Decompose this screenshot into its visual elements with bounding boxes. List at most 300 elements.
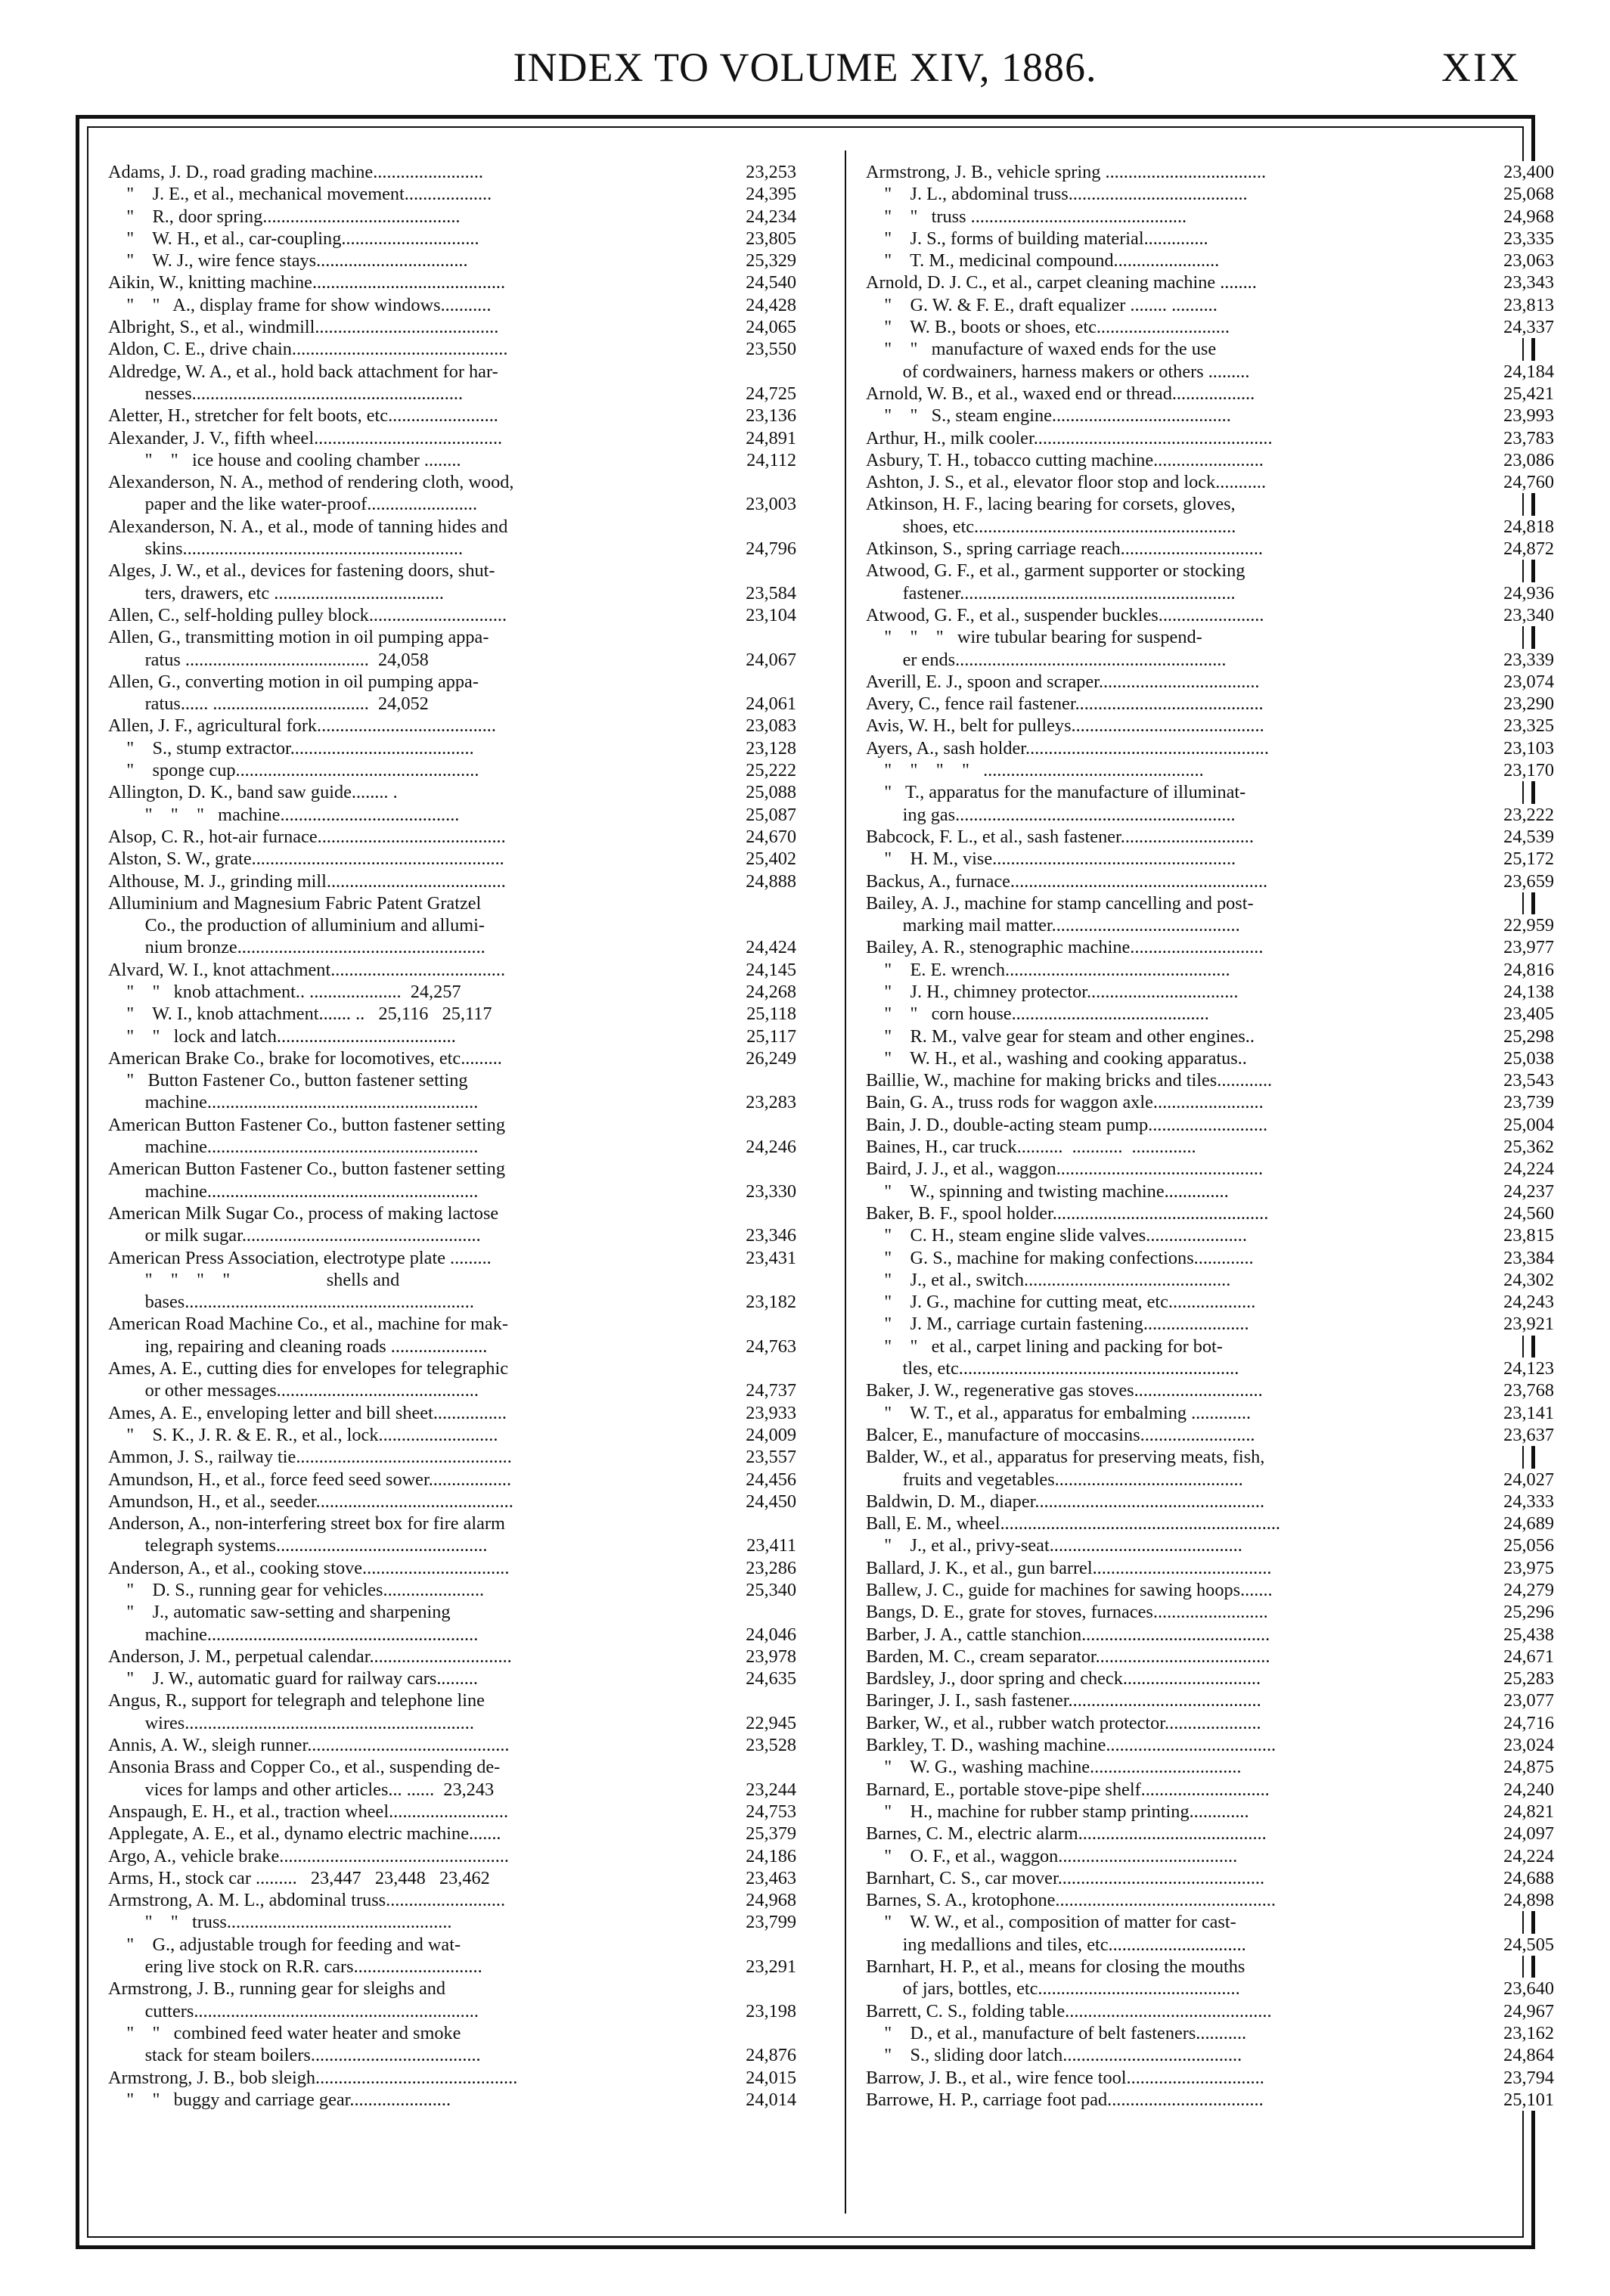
entry-text: American Milk Sugar Co., process of making lactose	[108, 1202, 499, 1224]
entry-text: Arms, H., stock car ......... 23,447 23,448 23,462	[108, 1867, 490, 1888]
entry-text: or milk sugar....................................................	[108, 1225, 481, 1246]
patent-number: 24,061	[741, 693, 796, 715]
entry-text: " G. S., machine for making confections.............	[866, 1247, 1254, 1268]
entry-text: " Button Fastener Co., button fastener setting	[108, 1070, 468, 1091]
entry-text: " J. L., abdominal truss.......................................	[866, 184, 1248, 205]
index-entry	[866, 715, 1554, 737]
index-entry	[866, 1934, 1554, 1956]
patent-number: 23,339	[1499, 649, 1554, 671]
patent-number: 23,141	[1499, 1402, 1554, 1424]
index-entry	[866, 361, 1554, 383]
entry-text: Ames, A. E., enveloping letter and bill sheet................	[108, 1402, 507, 1423]
patent-number: 25,056	[1499, 1534, 1554, 1556]
entry-text: Allington, D. K., band saw guide........ .	[108, 782, 398, 803]
patent-number: 24,540	[741, 271, 796, 293]
patent-number: 24,725	[741, 383, 796, 405]
index-entry	[108, 449, 796, 471]
patent-number: 23,253	[741, 161, 796, 183]
index-entry	[108, 914, 796, 936]
index-entry	[108, 250, 796, 271]
patent-number: 23,405	[1499, 1003, 1554, 1025]
index-entry	[108, 1047, 796, 1069]
entry-text: Anderson, A., et al., cooking stove................................	[108, 1557, 510, 1578]
patent-number: 23,083	[741, 715, 796, 737]
entry-text: " S. K., J. R. & E. R., et al., lock..........................	[108, 1424, 498, 1445]
entry-text: Anderson, A., non-interfering street box for fire alarm	[108, 1513, 505, 1534]
entry-text: " " S., steam engine.......................................	[866, 405, 1231, 427]
index-entry	[866, 1379, 1554, 1401]
entry-text: American Button Fastener Co., button fastener setting	[108, 1159, 505, 1180]
entry-text: Ballew, J. C., guide for machines for sawing hoops.......	[866, 1580, 1273, 1600]
index-entry	[866, 959, 1554, 981]
entry-text: Arnold, D. J. C., et al., carpet cleaning machine ........	[866, 272, 1257, 293]
patent-number: 25,087	[741, 804, 796, 826]
entry-text: Barber, J. A., cattle stanchion.........................................	[866, 1624, 1270, 1645]
index-entry	[866, 2044, 1554, 2066]
entry-text: Bailey, A. R., stenographic machine.............................	[866, 937, 1264, 958]
index-entry	[866, 1003, 1554, 1025]
patent-number: 23,182	[741, 1291, 796, 1313]
entry-text: " " knob attachment.. .................... 24,257	[108, 981, 461, 1002]
index-entry	[866, 1247, 1554, 1269]
entry-text: Aikin, W., knitting machine..........................................	[108, 272, 506, 293]
patent-number: 23,335	[1499, 228, 1554, 250]
entry-text: Alexanderson, N. A., method of rendering cloth, wood,	[108, 472, 514, 493]
index-entry	[866, 1069, 1554, 1091]
entry-text: Amundson, H., et al., seeder...........................................	[108, 1491, 513, 1512]
index-entry	[866, 1025, 1554, 1047]
index-entry	[866, 1756, 1554, 1778]
entry-text: " T., apparatus for the manufacture of illuminat-	[866, 782, 1246, 803]
index-entry	[866, 2022, 1554, 2044]
entry-text: Albright, S., et al., windmill........................................	[108, 317, 499, 338]
patent-number: 25,101	[1499, 2089, 1554, 2111]
index-entry	[108, 1402, 796, 1424]
entry-text: Annis, A. W., sleigh runner............................................	[108, 1735, 510, 1756]
entry-text: " " buggy and carriage gear......................	[108, 2089, 451, 2110]
index-entry	[866, 1269, 1554, 1291]
patent-number: 23,933	[741, 1402, 796, 1424]
index-entry	[866, 250, 1554, 271]
entry-text: Barnard, E., portable stove-pipe shelf............................	[866, 1779, 1270, 1800]
entry-text: Ayers, A., sash holder.....................................................	[866, 737, 1269, 759]
index-entry	[108, 1911, 796, 1933]
entry-text: " J., automatic saw-setting and sharpening	[108, 1602, 451, 1623]
index-entry	[108, 493, 796, 515]
index-entry	[866, 1911, 1554, 1933]
patent-number: 24,065	[741, 316, 796, 338]
index-entry	[108, 1956, 796, 1978]
index-entry	[866, 1801, 1554, 1823]
entry-text: Barnhart, C. S., car mover.............................................	[866, 1867, 1265, 1888]
patent-number: 23,805	[741, 228, 796, 250]
index-entry	[108, 781, 796, 803]
entry-text: skins.............................................................	[108, 538, 464, 560]
index-entry	[108, 626, 796, 648]
index-entry	[108, 1624, 796, 1646]
entry-text: " C. H., steam engine slide valves......................	[866, 1225, 1247, 1246]
index-column-left	[108, 161, 796, 2111]
entry-text: Asbury, T. H., tobacco cutting machine........................	[866, 449, 1264, 470]
index-entry	[108, 1158, 796, 1180]
patent-number: 23,977	[1499, 936, 1554, 958]
index-entry	[866, 1224, 1554, 1246]
entry-text: Bailey, A. J., machine for stamp cancelling and post-	[866, 892, 1254, 914]
patent-number: 24,876	[741, 2044, 796, 2066]
patent-number: 24,186	[741, 1845, 796, 1867]
patent-number: 23,283	[741, 1091, 796, 1113]
entry-text: " J. W., automatic guard for railway cars.........	[108, 1668, 478, 1689]
index-entry	[108, 383, 796, 405]
patent-number: 24,888	[741, 870, 796, 892]
index-entry	[108, 1379, 796, 1401]
entry-text: Barnes, C. M., electric alarm.........................................	[866, 1823, 1267, 1845]
index-entry	[108, 271, 796, 293]
entry-text: Alvard, W. I., knot attachment......................................	[108, 959, 506, 980]
index-entry	[866, 316, 1554, 338]
entry-text: Allen, C., self-holding pulley block..............................	[108, 604, 507, 625]
index-entry	[866, 759, 1554, 781]
entry-text: Baines, H., car truck.......... ........... ..............	[866, 1137, 1196, 1158]
patent-number: 24,737	[741, 1379, 796, 1401]
entry-text: " W. J., wire fence stays.................................	[108, 250, 468, 271]
entry-text: " H. M., vise.....................................................	[866, 849, 1236, 870]
index-entry	[108, 649, 796, 671]
entry-text: fruits and vegetables.........................................	[866, 1469, 1243, 1490]
entry-text: " G. W. & F. E., draft equalizer ........ ..........	[866, 294, 1218, 315]
entry-text: " S., sliding door latch.......................................	[866, 2045, 1242, 2066]
index-entry	[108, 1336, 796, 1357]
patent-number: 24,688	[1499, 1867, 1554, 1889]
entry-text: Adams, J. D., road grading machine........................	[108, 162, 483, 182]
index-entry	[866, 781, 1554, 803]
entry-text: Allen, G., converting motion in oil pumping appa-	[108, 671, 479, 692]
patent-number: 24,112	[742, 449, 796, 471]
entry-text: er ends...........................................................	[866, 649, 1227, 670]
index-entry	[108, 161, 796, 183]
index-entry	[866, 848, 1554, 870]
entry-text: cutters..............................................................	[108, 2000, 479, 2021]
index-entry	[108, 936, 796, 958]
entry-text: Allen, J. F., agricultural fork.......................................	[108, 715, 496, 737]
patent-number: 23,343	[1499, 271, 1554, 293]
index-entry	[108, 1491, 796, 1513]
index-entry	[108, 981, 796, 1003]
index-entry	[866, 1889, 1554, 1911]
entry-text: ing medallions and tiles, etc..............................	[866, 1934, 1246, 1955]
entry-text: Avis, W. H., belt for pulleys..........................................	[866, 715, 1264, 737]
index-entry	[108, 1291, 796, 1313]
entry-text: Aldon, C. E., drive chain...............................................	[108, 339, 508, 360]
patent-number: 23,074	[1499, 671, 1554, 693]
entry-text: American Brake Co., brake for locomotives, etc.........	[108, 1047, 502, 1069]
entry-text: Baird, J. J., et al., waggon.............................................	[866, 1159, 1264, 1180]
index-entry	[866, 626, 1554, 648]
patent-number: 24,224	[1499, 1158, 1554, 1180]
patent-number: 23,290	[1499, 693, 1554, 715]
patent-number: 23,024	[1499, 1734, 1554, 1756]
patent-number: 23,813	[1499, 294, 1554, 316]
patent-number: 23,799	[741, 1911, 796, 1933]
index-entry	[108, 2067, 796, 2089]
patent-number: 24,009	[741, 1424, 796, 1446]
index-entry	[108, 1668, 796, 1689]
index-entry	[108, 759, 796, 781]
patent-number: 24,670	[741, 826, 796, 848]
index-entry	[866, 1424, 1554, 1446]
entry-text: telegraph systems..............................................	[108, 1535, 488, 1556]
entry-text: nesses...........................................................	[108, 383, 464, 404]
patent-number: 25,004	[1499, 1114, 1554, 1136]
patent-number: 24,337	[1499, 316, 1554, 338]
patent-number: 23,794	[1499, 2067, 1554, 2089]
index-entry	[108, 427, 796, 449]
entry-text: Barden, M. C., cream separator......................................	[866, 1646, 1270, 1667]
entry-text: Babcock, F. L., et al., sash fastener.............................	[866, 826, 1254, 847]
index-entry	[866, 1291, 1554, 1313]
patent-number: 23,086	[1499, 449, 1554, 471]
entry-text: Baillie, W., machine for making bricks and tiles............	[866, 1070, 1273, 1091]
index-column-right	[866, 161, 1554, 2111]
patent-number: 24,268	[741, 981, 796, 1003]
index-entry	[108, 1756, 796, 1778]
index-entry	[866, 294, 1554, 316]
entry-text: " W. G., washing machine.................................	[866, 1757, 1242, 1778]
entry-text: or other messages............................................	[108, 1380, 479, 1401]
patent-number: 25,379	[741, 1823, 796, 1845]
patent-number: 23,286	[741, 1557, 796, 1579]
patent-number: 24,875	[1499, 1756, 1554, 1778]
entry-text: Bain, J. D., double-acting steam pump..........................	[866, 1114, 1268, 1135]
entry-text: ratus...... .................................. 24,052	[108, 693, 429, 715]
patent-number: 24,067	[741, 649, 796, 671]
index-entry	[866, 981, 1554, 1003]
patent-number: 25,172	[1499, 848, 1554, 870]
entry-text: Atkinson, S., spring carriage reach...............................	[866, 538, 1263, 560]
patent-number: 24,753	[741, 1801, 796, 1823]
patent-number: 23,584	[741, 582, 796, 604]
index-entry	[108, 206, 796, 228]
entry-text: " " truss ...............................................	[866, 206, 1187, 227]
index-entry	[108, 1823, 796, 1845]
index-entry	[108, 870, 796, 892]
index-entry	[866, 2000, 1554, 2022]
patent-number: 23,550	[741, 338, 796, 360]
patent-number: 23,077	[1499, 1689, 1554, 1711]
patent-number: 23,136	[741, 405, 796, 427]
index-entry	[108, 1069, 796, 1091]
index-entry	[108, 1801, 796, 1823]
entry-text: Baldwin, D. M., diaper..................................................	[866, 1491, 1265, 1512]
index-entry	[866, 914, 1554, 936]
patent-number: 24,821	[1499, 1801, 1554, 1823]
entry-text: " J. M., carriage curtain fastening.......................	[866, 1314, 1249, 1335]
entry-text: Applegate, A. E., et al., dynamo electric machine.......	[108, 1823, 501, 1845]
entry-text: " W. H., et al., washing and cooking apparatus..	[866, 1047, 1247, 1069]
patent-number: 23,815	[1499, 1224, 1554, 1246]
index-entry	[108, 560, 796, 582]
index-entry	[866, 1978, 1554, 2000]
index-entry	[108, 361, 796, 383]
patent-number: 25,068	[1499, 183, 1554, 205]
patent-number: 23,244	[741, 1779, 796, 1801]
entry-text: Bardsley, J., door spring and check..............................	[866, 1668, 1261, 1689]
entry-text: Ballard, J. K., et al., gun barrel.......................................	[866, 1557, 1272, 1578]
index-entry	[108, 1313, 796, 1335]
entry-text: shoes, etc.........................................................	[866, 516, 1236, 537]
index-entry	[108, 1889, 796, 1911]
entry-text: Armstrong, J. B., bob sleigh............................................	[108, 2067, 518, 2088]
patent-number: 24,243	[1499, 1291, 1554, 1313]
patent-number: 23,768	[1499, 1379, 1554, 1401]
entry-text: Bangs, D. E., grate for stoves, furnaces.........................	[866, 1602, 1268, 1623]
index-entry	[866, 1867, 1554, 1889]
index-entry	[866, 1823, 1554, 1845]
page-number: XIX	[1441, 45, 1521, 90]
entry-text: Armstrong, A. M. L., abdominal truss..........................	[108, 1890, 506, 1911]
index-entry	[108, 2044, 796, 2066]
entry-text: Baringer, J. I., sash fastener..........................................	[866, 1690, 1261, 1711]
index-entry	[866, 1091, 1554, 1113]
entry-text: " " lock and latch.......................................	[108, 1025, 456, 1047]
patent-number: 23,222	[1499, 804, 1554, 826]
index-entry	[108, 1247, 796, 1269]
index-entry	[866, 1181, 1554, 1202]
patent-number: 23,063	[1499, 250, 1554, 271]
entry-text: " " et al., carpet lining and packing for bot-	[866, 1336, 1223, 1357]
entry-text: " O. F., et al., waggon.......................................	[866, 1845, 1238, 1866]
patent-number: 25,438	[1499, 1624, 1554, 1646]
patent-number: 23,128	[741, 737, 796, 759]
patent-number: 24,428	[741, 294, 796, 316]
entry-text: " J. G., machine for cutting meat, etc...................	[866, 1292, 1256, 1313]
index-entry	[866, 383, 1554, 405]
entry-text: Averill, E. J., spoon and scraper...................................	[866, 671, 1260, 692]
index-entry	[866, 804, 1554, 826]
index-entry	[108, 1934, 796, 1956]
index-entry	[108, 338, 796, 360]
entry-text: wires...............................................................	[108, 1712, 474, 1733]
patent-number: 23,162	[1499, 2022, 1554, 2044]
index-entry	[866, 870, 1554, 892]
patent-number: 24,424	[741, 936, 796, 958]
entry-text: Armstrong, J. B., running gear for sleighs and	[108, 1978, 446, 2000]
entry-text: Ashton, J. S., et al., elevator floor stop and lock...........	[866, 472, 1267, 493]
index-entry	[866, 1601, 1554, 1623]
patent-number: 23,346	[741, 1224, 796, 1246]
index-entry	[108, 1734, 796, 1756]
index-entry	[108, 294, 796, 316]
entry-text: " R., door spring...........................................	[108, 206, 461, 227]
patent-number: 24,891	[741, 427, 796, 449]
patent-number: 24,872	[1499, 538, 1554, 560]
entry-text: Alges, J. W., et al., devices for fastening doors, shut-	[108, 560, 495, 582]
entry-text: of jars, bottles, etc............................................	[866, 1978, 1240, 2000]
patent-number: 24,246	[741, 1136, 796, 1158]
entry-text: " " truss.................................................	[108, 1912, 452, 1933]
index-entry	[108, 2089, 796, 2111]
index-entry	[866, 1469, 1554, 1491]
entry-text: tles, etc.............................................................	[866, 1358, 1239, 1379]
entry-text: Aletter, H., stretcher for felt boots, etc........................	[108, 405, 498, 427]
index-entry	[866, 493, 1554, 515]
entry-text: " " manufacture of waxed ends for the use	[866, 339, 1217, 360]
patent-number: 25,118	[742, 1003, 796, 1025]
page-header	[0, 44, 1610, 104]
patent-number: 24,816	[1499, 959, 1554, 981]
index-entry	[866, 1357, 1554, 1379]
index-entry	[108, 1136, 796, 1158]
index-entry	[866, 1557, 1554, 1579]
index-entry	[866, 693, 1554, 715]
index-entry	[866, 826, 1554, 848]
patent-number: 24,864	[1499, 2044, 1554, 2066]
entry-text: Bain, G. A., truss rods for waggon axle........................	[866, 1092, 1264, 1113]
patent-number: 24,936	[1499, 582, 1554, 604]
patent-number: 23,921	[1499, 1313, 1554, 1335]
patent-number: 24,505	[1499, 1934, 1554, 1956]
patent-number: 25,421	[1499, 383, 1554, 405]
patent-number: 23,637	[1499, 1424, 1554, 1446]
index-entry	[108, 471, 796, 493]
entry-text: Angus, R., support for telegraph and telephone line	[108, 1690, 485, 1711]
entry-text: Arthur, H., milk cooler....................................................	[866, 427, 1273, 448]
patent-number: 24,763	[741, 1336, 796, 1357]
entry-text: Aldredge, W. A., et al., hold back attachment for har-	[108, 361, 498, 382]
entry-text: Alexanderson, N. A., et al., mode of tanning hides and	[108, 516, 508, 537]
index-entry	[108, 1579, 796, 1601]
index-entry	[108, 1534, 796, 1556]
patent-number: 24,760	[1499, 471, 1554, 493]
patent-number: 25,298	[1499, 1025, 1554, 1047]
index-entry	[866, 2089, 1554, 2111]
patent-number: 24,279	[1499, 1579, 1554, 1601]
entry-text: Anderson, J. M., perpetual calendar...............................	[108, 1646, 512, 1667]
index-entry	[866, 737, 1554, 759]
patent-number: 24,302	[1499, 1269, 1554, 1291]
index-entry	[108, 737, 796, 759]
patent-number: 23,431	[741, 1247, 796, 1269]
entry-text: paper and the like water-proof........................	[108, 494, 478, 515]
entry-text: " J. H., chimney protector.................................	[866, 981, 1239, 1002]
index-entry	[866, 560, 1554, 582]
entry-text: Avery, C., fence rail fastener.........................................	[866, 693, 1264, 715]
index-entry	[108, 959, 796, 981]
patent-number: 23,170	[1499, 759, 1554, 781]
entry-text: machine...........................................................	[108, 1181, 479, 1202]
index-entry	[866, 649, 1554, 671]
index-entry	[866, 1313, 1554, 1335]
entry-text: " W. B., boots or shoes, etc.............................	[866, 317, 1230, 338]
patent-number: 25,340	[741, 1579, 796, 1601]
patent-number: 24,818	[1499, 516, 1554, 538]
entry-text: fastener............................................................	[866, 582, 1236, 603]
entry-text: Barrow, J. B., et al., wire fence tool..............................	[866, 2067, 1264, 2088]
patent-number: 23,543	[1499, 1069, 1554, 1091]
patent-number: 24,333	[1499, 1491, 1554, 1513]
entry-text: " J., et al., switch.............................................	[866, 1269, 1231, 1290]
index-entry	[866, 1624, 1554, 1646]
patent-number: 24,450	[741, 1491, 796, 1513]
index-entry	[866, 936, 1554, 958]
patent-number: 23,411	[742, 1534, 796, 1556]
patent-number: 23,384	[1499, 1247, 1554, 1269]
index-entry	[866, 1136, 1554, 1158]
patent-number: 23,325	[1499, 715, 1554, 737]
index-entry	[108, 671, 796, 693]
entry-text: ing gas.............................................................	[866, 804, 1236, 825]
patent-number: 24,145	[741, 959, 796, 981]
